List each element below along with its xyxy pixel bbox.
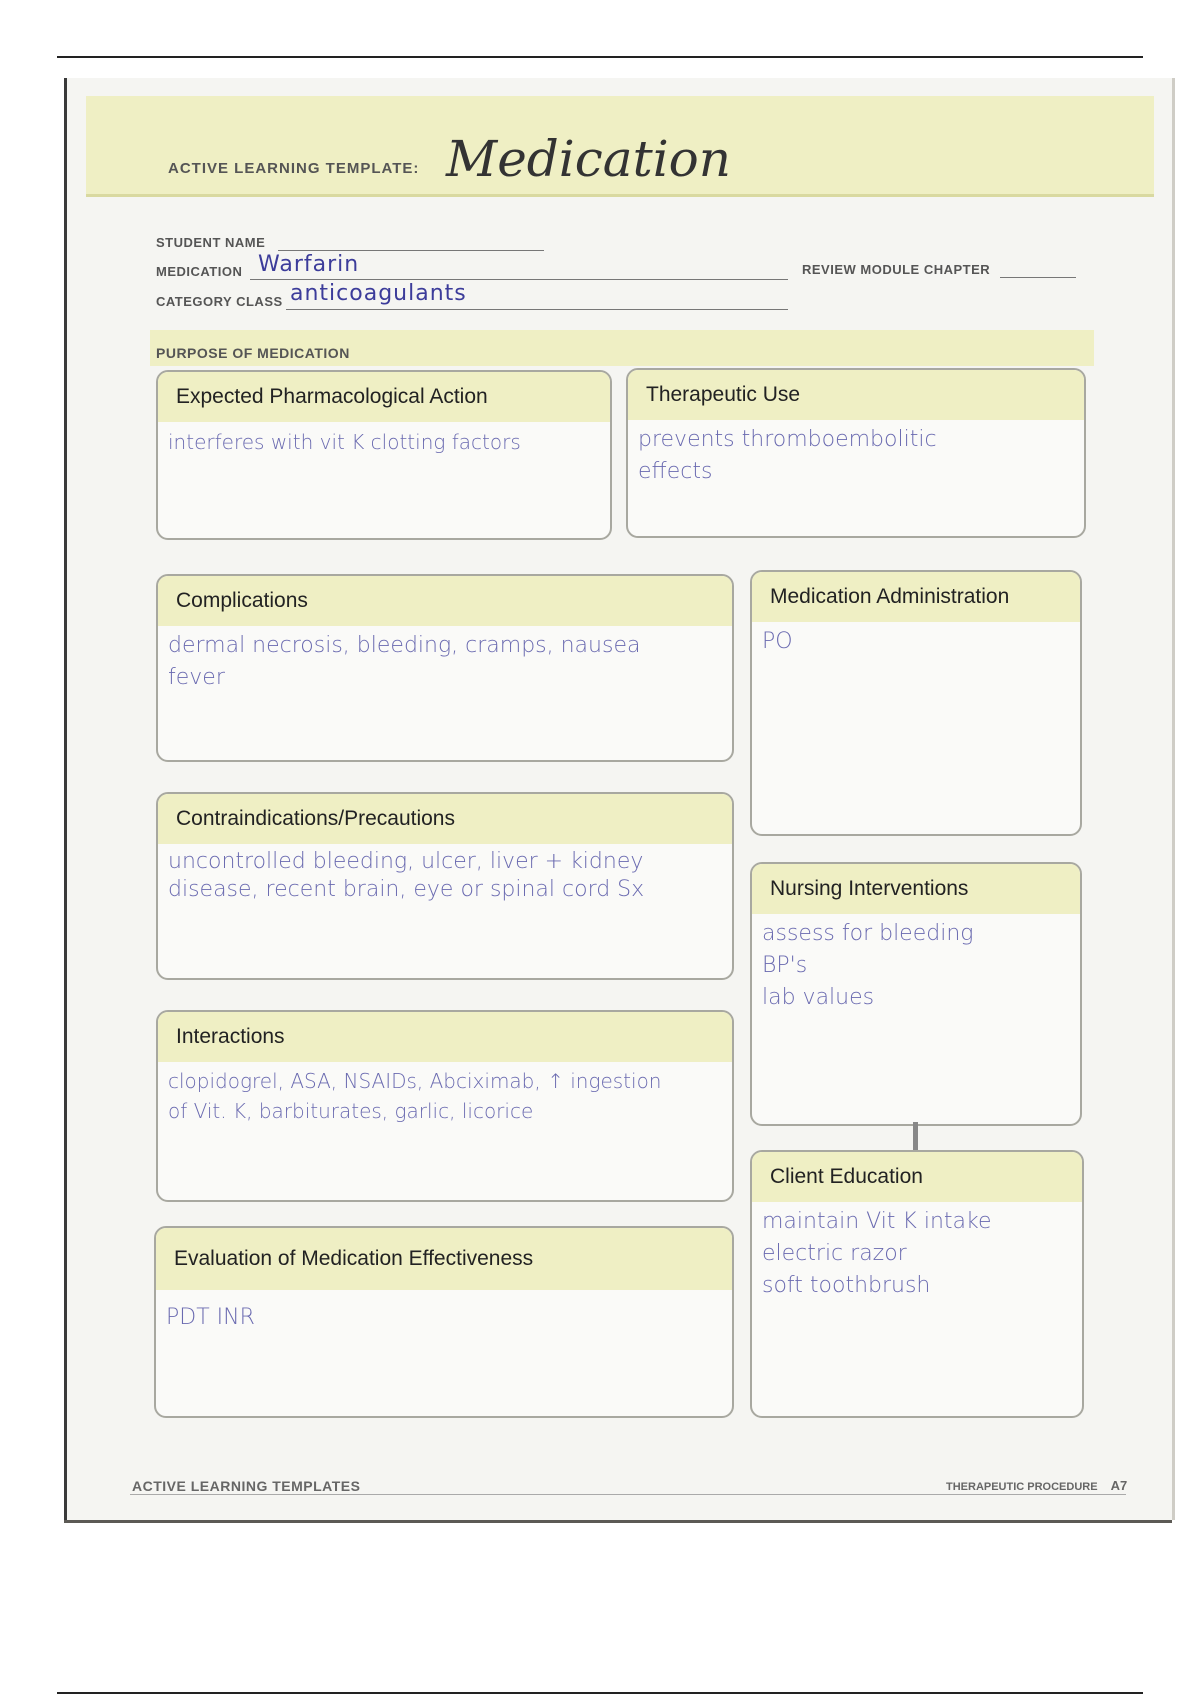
- medication-label: MEDICATION: [156, 264, 243, 279]
- contraindications-notes: [158, 844, 732, 908]
- note-line: BP's: [762, 953, 808, 978]
- medication-line: [250, 279, 788, 280]
- footer-page-number: A7: [1110, 1478, 1128, 1493]
- template-title: Medication: [446, 130, 731, 188]
- footer-line: [130, 1494, 1126, 1495]
- evaluation-notes: [156, 1290, 732, 1338]
- note-line: lab values: [762, 985, 875, 1010]
- administration-notes: [752, 622, 1080, 662]
- contraindications-box[interactable]: [156, 792, 734, 980]
- box-connector: [913, 1122, 918, 1150]
- medication-value[interactable]: Warfarin: [258, 252, 360, 277]
- client-education-notes: [752, 1202, 1082, 1306]
- note-line: uncontrolled bleeding, ulcer, liver + kidney: [168, 849, 644, 874]
- expected-action-box[interactable]: [156, 370, 612, 540]
- note-line: interferes with vit K clotting factors: [168, 430, 521, 454]
- client-education-title: Client Education: [752, 1152, 1082, 1202]
- interactions-notes: [158, 1062, 732, 1130]
- note-line: PDT INR: [166, 1305, 255, 1330]
- footer-right-label: [946, 1478, 1127, 1493]
- expected-action-title: Expected Pharmacological Action: [158, 372, 610, 422]
- student-name-label: STUDENT NAME: [156, 235, 266, 250]
- therapeutic-use-notes: [628, 420, 1084, 492]
- note-line: of Vit. K, barbiturates, garlic, licorice: [168, 1099, 534, 1123]
- note-line: effects: [638, 459, 713, 484]
- category-value[interactable]: anticoagulants: [290, 281, 467, 306]
- review-module-label: REVIEW MODULE CHAPTER: [802, 262, 991, 277]
- template-label: ACTIVE LEARNING TEMPLATE:: [168, 160, 420, 177]
- note-line: PO: [762, 629, 793, 654]
- footer-left-label: ACTIVE LEARNING TEMPLATES: [132, 1478, 361, 1494]
- footer-section: THERAPEUTIC PROCEDURE: [946, 1481, 1098, 1493]
- note-line: prevents thromboembolitic: [638, 427, 937, 452]
- nursing-interventions-title: Nursing Interventions: [752, 864, 1080, 914]
- review-module-line: [1000, 277, 1076, 278]
- client-education-box[interactable]: [750, 1150, 1084, 1418]
- note-line: soft toothbrush: [762, 1273, 931, 1298]
- expected-action-notes: [158, 422, 610, 462]
- note-line: dermal necrosis, bleeding, cramps, nausea: [168, 633, 641, 658]
- interactions-title: Interactions: [158, 1012, 732, 1062]
- category-line: [286, 309, 788, 310]
- evaluation-box[interactable]: [154, 1226, 734, 1418]
- note-line: electric razor: [762, 1241, 907, 1266]
- category-label: CATEGORY CLASS: [156, 294, 283, 309]
- complications-title: Complications: [158, 576, 732, 626]
- nursing-interventions-notes: [752, 914, 1080, 1018]
- page-edge: [64, 78, 67, 1520]
- administration-title: Medication Administration: [752, 572, 1080, 622]
- student-name-line: [278, 250, 544, 251]
- therapeutic-use-title: Therapeutic Use: [628, 370, 1084, 420]
- nursing-interventions-box[interactable]: [750, 862, 1082, 1126]
- bottom-rule: [57, 1692, 1143, 1694]
- evaluation-title: Evaluation of Medication Effectiveness: [156, 1228, 732, 1290]
- top-rule: [57, 56, 1143, 58]
- note-line: maintain Vit K intake: [762, 1209, 992, 1234]
- administration-box[interactable]: [750, 570, 1082, 836]
- purpose-label: PURPOSE OF MEDICATION: [156, 345, 350, 361]
- note-line: disease, recent brain, eye or spinal cord Sx: [168, 877, 645, 902]
- contraindications-title: Contraindications/Precautions: [158, 794, 732, 844]
- note-line: fever: [168, 665, 225, 690]
- note-line: clopidogrel, ASA, NSAIDs, Abciximab, ↑ ingestion: [168, 1069, 662, 1093]
- therapeutic-use-box[interactable]: [626, 368, 1086, 538]
- complications-box[interactable]: [156, 574, 734, 762]
- complications-notes: [158, 626, 732, 698]
- note-line: assess for bleeding: [762, 921, 974, 946]
- interactions-box[interactable]: [156, 1010, 734, 1202]
